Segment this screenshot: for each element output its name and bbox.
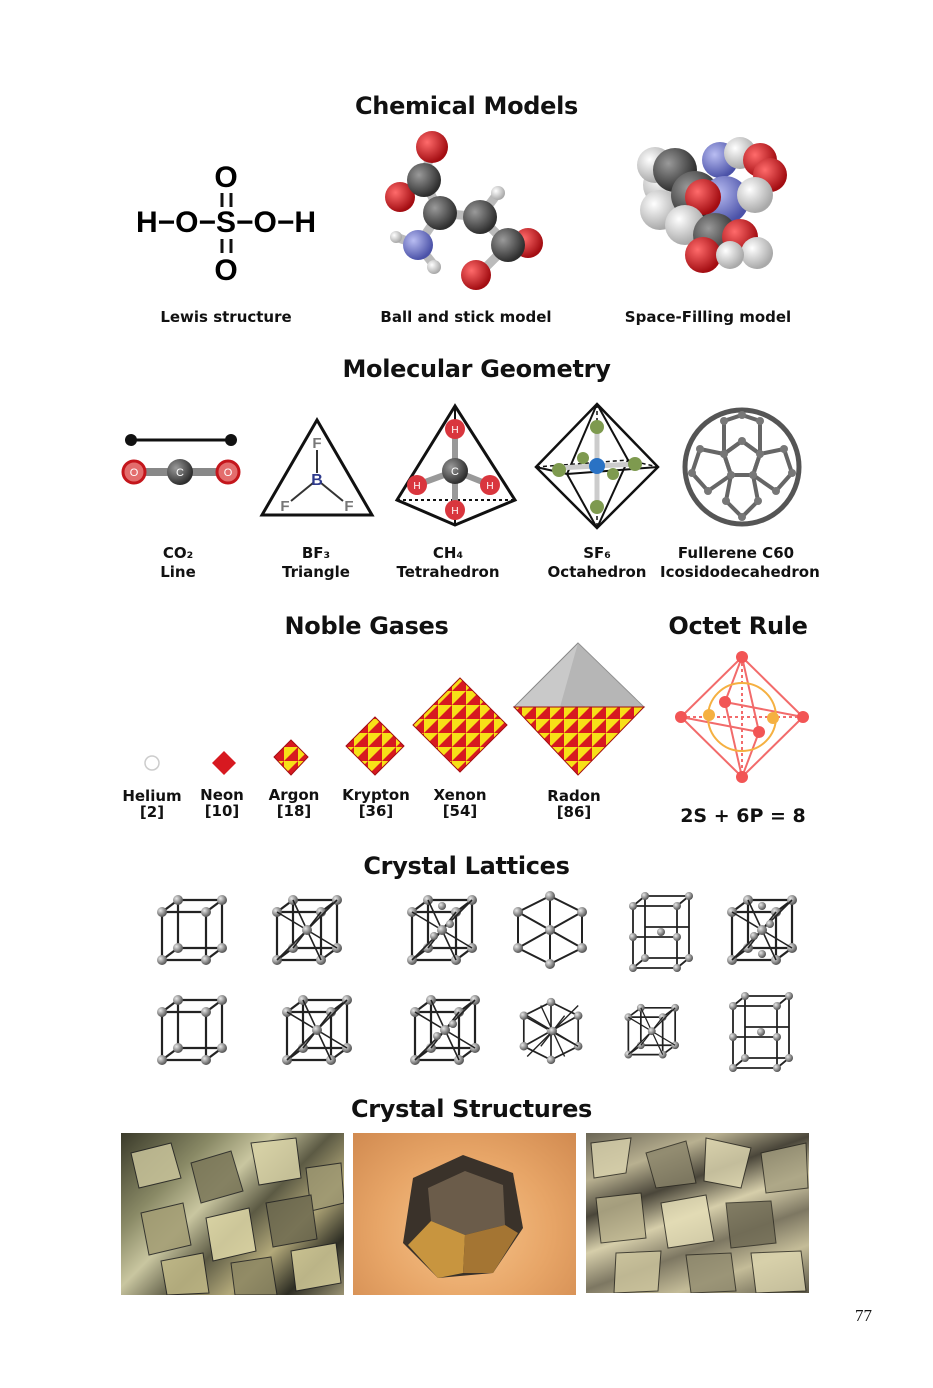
space-filling-model — [625, 135, 795, 285]
noble-gas-krypton: Krypton [36] — [342, 786, 410, 820]
noble-gas-helium: Helium [2] — [122, 787, 182, 821]
noble-gases-diagram — [130, 635, 670, 785]
bf3-triangle-diagram — [257, 415, 377, 525]
geometry-label-co2: CO₂ Line — [160, 544, 196, 581]
heading-molecular-geometry: Molecular Geometry — [342, 355, 611, 383]
co2-atom-o-left: O — [129, 467, 139, 479]
heading-noble-gases: Noble Gases — [284, 612, 449, 640]
geometry-label-bf3: BF₃ Triangle — [282, 544, 350, 581]
pyrite-cubes-photo — [121, 1133, 344, 1295]
lewis-o-top: O — [214, 161, 238, 194]
heading-chemical-models: Chemical Models — [354, 92, 579, 120]
noble-gas-xenon: Xenon [54] — [433, 786, 487, 820]
ch4-atom-h-right: H — [486, 481, 494, 492]
pyrite-crystals-photo — [586, 1133, 809, 1293]
caption-space-filling: Space-Filling model — [624, 308, 792, 326]
heading-crystal-lattices: Crystal Lattices — [363, 852, 570, 880]
geometry-label-ch4: CH₄ Tetrahedron — [396, 544, 500, 581]
co2-line-diagram — [118, 430, 248, 490]
lewis-structure-diagram — [120, 155, 340, 295]
caption-ball-and-stick: Ball and stick model — [380, 308, 552, 326]
bf3-atom-f-left: F — [280, 498, 290, 515]
ch4-atom-h-top: H — [451, 425, 459, 436]
ch4-atom-h-left: H — [413, 481, 421, 492]
lewis-o-bottom: O — [214, 254, 238, 287]
bf3-atom-f-right: F — [344, 498, 354, 515]
sf6-octahedron-diagram — [533, 402, 663, 530]
octet-rule-formula: 2S + 6P = 8 — [680, 805, 806, 827]
bf3-atom-b: B — [311, 472, 323, 489]
bf3-atom-f-top: F — [312, 435, 322, 452]
co2-atom-o-right: O — [223, 467, 233, 479]
caption-lewis-structure: Lewis structure — [160, 308, 292, 326]
geometry-label-sf6: SF₆ Octahedron — [547, 544, 647, 581]
ch4-atom-h-bottom: H — [451, 506, 459, 517]
ch4-tetrahedron-diagram — [392, 403, 522, 528]
co2-atom-c: C — [176, 467, 184, 479]
geometry-label-fullerene: Fullerene C60 Icosidodecahedron — [660, 544, 820, 581]
heading-crystal-structures: Crystal Structures — [350, 1095, 593, 1123]
fullerene-c60-diagram — [680, 405, 804, 529]
noble-gas-neon: Neon [10] — [200, 786, 244, 820]
heading-octet-rule: Octet Rule — [668, 612, 808, 640]
octet-rule-diagram — [673, 650, 813, 790]
page-number: 77 — [855, 1306, 872, 1325]
ball-and-stick-model — [378, 125, 558, 295]
noble-gas-radon: Radon [86] — [547, 787, 601, 821]
crystal-lattices-grid — [145, 885, 845, 1085]
lewis-row: H−O−S−O−H — [135, 206, 317, 239]
ch4-atom-c: C — [451, 466, 459, 478]
pyrite-dodecahedron-photo — [353, 1133, 576, 1295]
noble-gas-argon: Argon [18] — [268, 786, 320, 820]
